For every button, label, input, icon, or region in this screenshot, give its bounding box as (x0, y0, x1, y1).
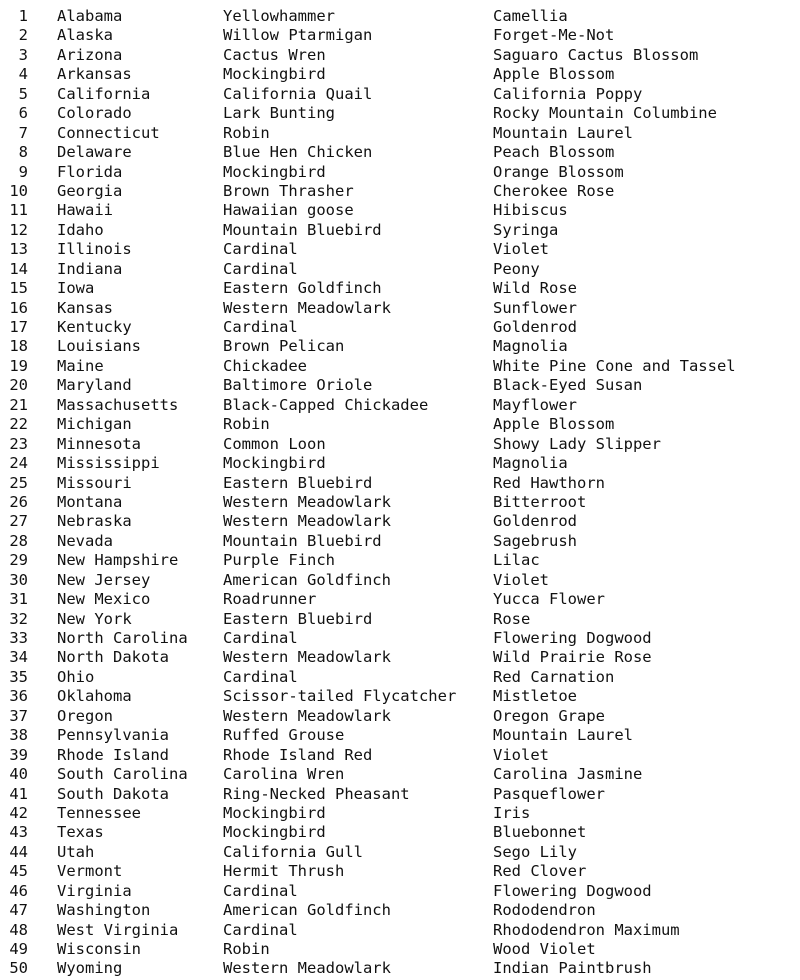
row-number: 21 (9, 395, 28, 414)
state-flower: Violet (493, 570, 549, 589)
row-number: 20 (9, 376, 28, 395)
state-name: New York (57, 609, 132, 628)
state-flower: Flowering Dogwood (493, 881, 652, 900)
table-row (0, 415, 800, 434)
state-name: Vermont (57, 862, 123, 881)
table-row (0, 862, 800, 881)
row-number: 18 (9, 337, 28, 356)
table-row (0, 882, 800, 901)
row-number: 13 (9, 240, 28, 259)
state-bird: Western Meadowlark (223, 648, 391, 667)
row-number: 11 (9, 201, 28, 220)
row-number: 16 (9, 298, 28, 317)
state-bird: Cardinal (223, 881, 298, 900)
state-bird: Mockingbird (223, 823, 326, 842)
table-row (0, 590, 800, 609)
state-name: Missouri (57, 473, 132, 492)
state-flower: Oregon Grape (493, 706, 605, 725)
state-name: Georgia (57, 181, 123, 200)
state-flower: Apple Blossom (493, 415, 615, 434)
state-bird: Cardinal (223, 318, 298, 336)
table-row (0, 435, 800, 454)
table-row (0, 26, 800, 45)
table-row (0, 940, 800, 959)
state-flower: Sunflower (493, 298, 577, 317)
table-row (0, 396, 800, 415)
state-name: Wyoming (57, 959, 123, 978)
state-name: Arizona (57, 45, 123, 64)
state-name: Oklahoma (57, 687, 132, 706)
state-bird: Western Meadowlark (223, 706, 391, 725)
state-bird: Mockingbird (223, 454, 326, 473)
state-bird: Mockingbird (223, 162, 326, 181)
table-row (0, 571, 800, 590)
table-row (0, 921, 800, 940)
row-number: 5 (18, 84, 28, 103)
table-row (0, 512, 800, 531)
state-flower: Magnolia (493, 454, 568, 473)
state-flower: Violet (493, 745, 549, 764)
state-bird: Roadrunner (223, 590, 317, 609)
table-row (0, 65, 800, 84)
table-row (0, 493, 800, 512)
table-row (0, 182, 800, 201)
state-flower: Cherokee Rose (493, 181, 615, 200)
row-number: 40 (9, 765, 28, 784)
row-number: 4 (18, 65, 28, 84)
state-flower: Red Carnation (493, 667, 615, 686)
row-number: 24 (9, 454, 28, 473)
row-number: 45 (9, 862, 28, 881)
state-bird: Cactus Wren (223, 45, 326, 64)
table-row (0, 337, 800, 356)
row-number: 32 (9, 609, 28, 628)
table-row (0, 46, 800, 65)
state-flower: California Poppy (493, 84, 643, 103)
state-bird: Blue Hen Chicken (223, 143, 373, 162)
table-row (0, 668, 800, 687)
state-bird: Mountain Bluebird (223, 220, 382, 239)
row-number: 39 (9, 745, 28, 764)
state-name: Colorado (57, 104, 132, 123)
state-name: Delaware (57, 143, 132, 162)
row-number: 26 (9, 492, 28, 511)
state-bird: American Goldfinch (223, 570, 391, 589)
row-number: 33 (9, 629, 28, 647)
table-row (0, 104, 800, 123)
row-number: 37 (9, 706, 28, 725)
table-row (0, 687, 800, 706)
state-name: Louisians (57, 337, 141, 356)
state-bird: Hawaiian goose (223, 201, 354, 220)
state-name: West Virginia (57, 920, 179, 939)
state-bird: Cardinal (223, 240, 298, 259)
state-bird: Lark Bunting (223, 104, 335, 123)
state-name: New Hampshire (57, 551, 179, 570)
state-name: Ohio (57, 667, 95, 686)
state-name: Minnesota (57, 434, 141, 453)
state-bird: Yellowhammer (223, 7, 335, 25)
state-bird: Cardinal (223, 920, 298, 939)
state-name: New Mexico (57, 590, 151, 609)
row-number: 44 (9, 842, 28, 861)
state-name: Tennessee (57, 803, 141, 822)
state-name: Virginia (57, 881, 132, 900)
row-number: 2 (18, 26, 28, 45)
state-name: Nebraska (57, 512, 132, 531)
state-bird: Western Meadowlark (223, 512, 391, 531)
table-row (0, 7, 800, 26)
state-bird: Chickadee (223, 356, 307, 375)
row-number: 9 (18, 162, 28, 181)
state-name: Florida (57, 162, 123, 181)
table-row (0, 85, 800, 104)
state-name: California (57, 84, 151, 103)
row-number: 49 (9, 940, 28, 958)
row-number: 29 (9, 551, 28, 570)
state-bird: Eastern Bluebird (223, 609, 373, 628)
row-number: 43 (9, 823, 28, 842)
state-name: South Carolina (57, 765, 188, 784)
state-flower: Wild Prairie Rose (493, 648, 652, 667)
state-name: North Dakota (57, 648, 169, 667)
state-flower: Mistletoe (493, 687, 577, 706)
table-row (0, 610, 800, 629)
state-bird: Common Loon (223, 434, 326, 453)
state-bird: Brown Thrasher (223, 181, 354, 200)
table-row (0, 785, 800, 804)
row-number: 10 (9, 181, 28, 200)
state-bird: Cardinal (223, 259, 298, 278)
table-row (0, 707, 800, 726)
state-bird: Robin (223, 123, 270, 142)
table-row (0, 454, 800, 473)
row-number: 38 (9, 726, 28, 745)
state-name: New Jersey (57, 570, 151, 589)
row-number: 48 (9, 920, 28, 939)
state-bird: Eastern Goldfinch (223, 279, 382, 298)
state-name: Texas (57, 823, 104, 842)
state-symbols-table (0, 7, 800, 979)
row-number: 28 (9, 531, 28, 550)
state-bird: Black-Capped Chickadee (223, 395, 429, 414)
table-row (0, 532, 800, 551)
state-bird: Western Meadowlark (223, 492, 391, 511)
state-bird: Ring-Necked Pheasant (223, 784, 410, 803)
state-name: Massachusetts (57, 395, 179, 414)
state-bird: Scissor-tailed Flycatcher (223, 687, 457, 706)
state-name: Iowa (57, 279, 95, 298)
table-row (0, 260, 800, 279)
state-name: Kentucky (57, 318, 132, 336)
state-flower: Sagebrush (493, 531, 577, 550)
row-number: 25 (9, 473, 28, 492)
state-bird: Robin (223, 415, 270, 434)
row-number: 14 (9, 259, 28, 278)
row-number: 1 (18, 7, 28, 25)
state-flower: Lilac (493, 551, 540, 570)
table-row (0, 279, 800, 298)
row-number: 27 (9, 512, 28, 531)
table-row (0, 726, 800, 745)
table-row (0, 201, 800, 220)
row-number: 19 (9, 356, 28, 375)
table-row (0, 765, 800, 784)
state-bird: Purple Finch (223, 551, 335, 570)
state-name: Illinois (57, 240, 132, 259)
state-bird: Mockingbird (223, 65, 326, 84)
state-flower: Red Hawthorn (493, 473, 605, 492)
state-flower: Red Clover (493, 862, 587, 881)
table-row (0, 746, 800, 765)
state-flower: Goldenrod (493, 318, 577, 336)
state-name: Arkansas (57, 65, 132, 84)
row-number: 46 (9, 881, 28, 900)
state-flower: Wild Rose (493, 279, 577, 298)
state-name: Indiana (57, 259, 123, 278)
state-bird: Western Meadowlark (223, 298, 391, 317)
table-row (0, 318, 800, 337)
state-flower: Forget-Me-Not (493, 26, 615, 45)
state-name: Mississippi (57, 454, 160, 473)
table-row (0, 804, 800, 823)
row-number: 36 (9, 687, 28, 706)
state-name: Pennsylvania (57, 726, 169, 745)
row-number: 8 (18, 143, 28, 162)
state-bird: Willow Ptarmigan (223, 26, 373, 45)
state-name: Alaska (57, 26, 113, 45)
state-flower: Bluebonnet (493, 823, 587, 842)
row-number: 41 (9, 784, 28, 803)
state-bird: Mockingbird (223, 803, 326, 822)
state-bird: Robin (223, 940, 270, 958)
state-flower: Saguaro Cactus Blossom (493, 45, 699, 64)
table-row (0, 163, 800, 182)
state-flower: Peach Blossom (493, 143, 615, 162)
state-name: Maine (57, 356, 104, 375)
state-name: Utah (57, 842, 95, 861)
state-name: Michigan (57, 415, 132, 434)
state-bird: California Gull (223, 842, 363, 861)
table-row (0, 143, 800, 162)
table-row (0, 823, 800, 842)
state-name: Kansas (57, 298, 113, 317)
state-flower: Mountain Laurel (493, 123, 633, 142)
state-name: Washington (57, 901, 151, 920)
row-number: 47 (9, 901, 28, 920)
state-flower: Iris (493, 803, 531, 822)
state-flower: Wood Violet (493, 940, 596, 958)
state-flower: Syringa (493, 220, 559, 239)
state-name: South Dakota (57, 784, 169, 803)
state-flower: Rocky Mountain Columbine (493, 104, 717, 123)
row-number: 6 (18, 104, 28, 123)
state-bird: Carolina Wren (223, 765, 345, 784)
state-bird: Cardinal (223, 629, 298, 647)
state-flower: Orange Blossom (493, 162, 624, 181)
row-number: 22 (9, 415, 28, 434)
row-number: 34 (9, 648, 28, 667)
state-flower: White Pine Cone and Tassel (493, 356, 736, 375)
state-flower: Carolina Jasmine (493, 765, 643, 784)
state-flower: Apple Blossom (493, 65, 615, 84)
state-flower: Violet (493, 240, 549, 259)
state-name: Nevada (57, 531, 113, 550)
state-name: Hawaii (57, 201, 113, 220)
state-flower: Indian Paintbrush (493, 959, 652, 978)
row-number: 12 (9, 220, 28, 239)
table-row (0, 474, 800, 493)
state-bird: Ruffed Grouse (223, 726, 345, 745)
table-row (0, 959, 800, 978)
row-number: 50 (9, 959, 28, 978)
row-number: 17 (9, 318, 28, 336)
row-number: 7 (18, 123, 28, 142)
state-flower: Rose (493, 609, 531, 628)
state-flower: Hibiscus (493, 201, 568, 220)
row-number: 3 (18, 45, 28, 64)
state-bird: Hermit Thrush (223, 862, 345, 881)
state-flower: Rhododendron Maximum (493, 920, 680, 939)
table-row (0, 221, 800, 240)
table-row (0, 629, 800, 648)
state-flower: Bitterroot (493, 492, 587, 511)
table-row (0, 843, 800, 862)
row-number: 23 (9, 434, 28, 453)
table-row (0, 901, 800, 920)
table-row (0, 376, 800, 395)
state-name: Rhode Island (57, 745, 169, 764)
state-flower: Goldenrod (493, 512, 577, 531)
state-flower: Yucca Flower (493, 590, 605, 609)
state-name: Oregon (57, 706, 113, 725)
state-name: Maryland (57, 376, 132, 395)
table-row (0, 240, 800, 259)
row-number: 42 (9, 803, 28, 822)
state-bird: Eastern Bluebird (223, 473, 373, 492)
state-name: Idaho (57, 220, 104, 239)
state-flower: Pasqueflower (493, 784, 605, 803)
state-flower: Flowering Dogwood (493, 629, 652, 647)
state-name: North Carolina (57, 629, 188, 647)
table-row (0, 357, 800, 376)
state-flower: Sego Lily (493, 842, 577, 861)
state-bird: California Quail (223, 84, 373, 103)
state-bird: Baltimore Oriole (223, 376, 373, 395)
state-name: Alabama (57, 7, 123, 25)
state-name: Montana (57, 492, 123, 511)
row-number: 31 (9, 590, 28, 609)
state-flower: Rododendron (493, 901, 596, 920)
state-bird: Western Meadowlark (223, 959, 391, 978)
state-flower: Camellia (493, 7, 568, 25)
state-bird: Cardinal (223, 667, 298, 686)
row-number: 35 (9, 667, 28, 686)
state-flower: Showy Lady Slipper (493, 434, 661, 453)
state-flower: Black-Eyed Susan (493, 376, 643, 395)
state-flower: Peony (493, 259, 540, 278)
row-number: 15 (9, 279, 28, 298)
state-bird: Mountain Bluebird (223, 531, 382, 550)
table-row (0, 551, 800, 570)
state-bird: American Goldfinch (223, 901, 391, 920)
state-flower: Magnolia (493, 337, 568, 356)
state-bird: Rhode Island Red (223, 745, 373, 764)
state-name: Connecticut (57, 123, 160, 142)
table-row (0, 648, 800, 667)
table-row (0, 299, 800, 318)
state-bird: Brown Pelican (223, 337, 345, 356)
table-row (0, 124, 800, 143)
state-flower: Mayflower (493, 395, 577, 414)
row-number: 30 (9, 570, 28, 589)
state-flower: Mountain Laurel (493, 726, 633, 745)
state-name: Wisconsin (57, 940, 141, 958)
